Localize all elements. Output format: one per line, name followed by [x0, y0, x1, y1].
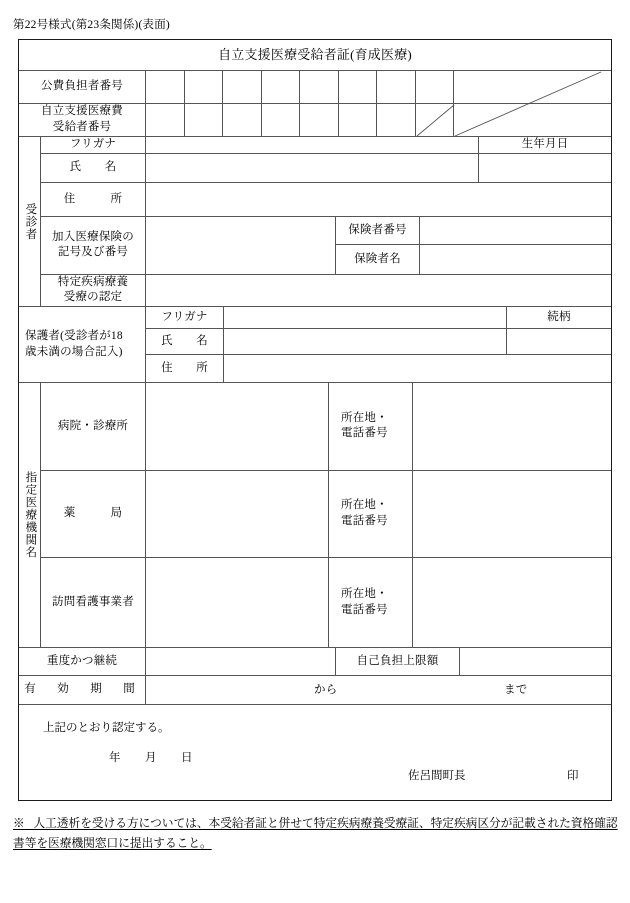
copay-cap-value[interactable] — [460, 648, 611, 675]
institution-type-label: 病院・診療所 — [41, 383, 146, 470]
certification-date-line[interactable]: 年 月 日 — [109, 752, 193, 764]
certificate-table — [18, 39, 612, 801]
recipient-number-label-line1: 自立支援医療費 — [41, 105, 123, 118]
patient-name-label: 氏 名 — [41, 154, 146, 183]
number-box[interactable] — [416, 71, 455, 103]
institution-location-label-line2: 電話番号 — [341, 427, 388, 440]
recipient-number-label — [19, 104, 146, 136]
patient-address-label: 住 所 — [41, 183, 146, 216]
document-title-row — [19, 40, 611, 71]
institution-type-label: 訪問看護事業者 — [41, 558, 146, 647]
number-box[interactable] — [300, 104, 339, 136]
guardian-address-row — [146, 355, 611, 382]
patient-furigana-label: フリガナ — [41, 137, 146, 153]
guardian-furigana-label: フリガナ — [146, 307, 224, 328]
validity-period-row — [19, 676, 611, 705]
guardian-section — [19, 307, 611, 383]
institution-location-label — [329, 471, 413, 558]
number-box[interactable] — [185, 104, 224, 136]
patient-insurance-value[interactable] — [146, 217, 336, 274]
number-box[interactable] — [377, 104, 416, 136]
institution-location-value[interactable] — [413, 471, 611, 558]
guardian-furigana-row — [146, 307, 611, 329]
patient-address-value[interactable] — [146, 183, 611, 216]
guardian-name-row — [146, 329, 611, 356]
patient-section-label: 受診者 — [19, 137, 41, 306]
recipient-number-row — [19, 104, 611, 137]
specific-disease-label-line1: 特定疾病療養 — [57, 275, 129, 288]
insurer-number-value[interactable] — [420, 217, 611, 245]
patient-address-row — [41, 183, 611, 217]
patient-name-row — [41, 154, 611, 184]
number-box[interactable] — [223, 71, 262, 103]
certification-issuer: 佐呂間町長 — [408, 770, 466, 782]
footnote — [13, 814, 621, 855]
insurer-name-value[interactable] — [420, 245, 611, 273]
form-number-caption: 第22号様式(第23条関係)(表面) — [13, 19, 170, 31]
number-box[interactable] — [377, 71, 416, 103]
specific-disease-value[interactable] — [146, 275, 611, 306]
guardian-name-label: 氏 名 — [146, 329, 224, 355]
institution-name-value[interactable] — [146, 558, 329, 647]
institution-location-label-line2: 電話番号 — [341, 515, 388, 527]
number-box[interactable] — [185, 71, 224, 103]
institution-location-value[interactable] — [413, 383, 611, 470]
validity-period-value[interactable] — [146, 676, 611, 704]
institution-location-label-line1: 所在地・ — [341, 499, 388, 512]
institution-name-value[interactable] — [146, 471, 329, 558]
public-expense-number-label: 公費負担者番号 — [19, 71, 146, 103]
severe-continuous-row — [19, 648, 611, 676]
document-title: 自立支援医療受給者証(育成医療) — [218, 47, 412, 63]
guardian-relation-value[interactable] — [507, 329, 611, 355]
insurer-name-row — [336, 245, 611, 273]
guardian-section-label-line2: 歳未満の場合記入) — [25, 345, 123, 358]
specific-disease-label-line2: 受療の認定 — [63, 291, 123, 304]
number-box[interactable] — [223, 104, 262, 136]
validity-period-label: 有 効 期 間 — [19, 676, 146, 704]
number-box[interactable] — [300, 71, 339, 103]
institution-row — [41, 558, 611, 647]
patient-insurance-row — [41, 217, 611, 275]
institution-location-label-line1: 所在地・ — [341, 411, 388, 424]
severe-continuous-label: 重度かつ継続 — [19, 648, 146, 675]
recipient-number-blank — [454, 104, 611, 136]
insurer-name-label: 保険者名 — [336, 245, 420, 273]
recipient-number-boxes — [146, 104, 454, 136]
institution-location-label — [329, 558, 413, 647]
insurer-number-label: 保険者番号 — [336, 217, 420, 245]
validity-from-label: から — [314, 684, 338, 696]
guardian-relation-label: 続柄 — [547, 310, 571, 323]
severe-continuous-value[interactable] — [146, 648, 336, 675]
institution-location-label-line1: 所在地・ — [341, 588, 388, 601]
footnote-text: 人工透析を受ける方については、本受給者証と併せて特定疾病療養受療証、特定疾病区分が記載された資格確認書等を医療機関窓口に提出すること。 — [13, 817, 618, 851]
institution-type-label: 薬 局 — [41, 471, 146, 558]
institution-row — [41, 383, 611, 471]
recipient-number-label-line2: 受給者番号 — [52, 121, 112, 133]
institution-location-label-line2: 電話番号 — [341, 603, 388, 616]
patient-furigana-row — [41, 137, 611, 154]
institution-name-value[interactable] — [146, 383, 329, 470]
copay-cap-label: 自己負担上限額 — [336, 648, 460, 675]
guardian-section-label-line1: 保護者(受診者が18 — [25, 329, 123, 342]
patient-birthdate-value[interactable] — [479, 154, 611, 183]
guardian-address-value[interactable] — [224, 355, 611, 382]
certification-statement: 上記のとおり認定する。 — [43, 722, 170, 734]
patient-birthdate-label: 生年月日 — [521, 138, 569, 150]
number-box[interactable] — [262, 104, 301, 136]
small-diagonal-strike-icon — [416, 104, 455, 137]
guardian-section-label — [19, 307, 146, 382]
patient-insurance-label — [41, 217, 146, 274]
institution-location-value[interactable] — [413, 558, 611, 647]
guardian-address-label: 住 所 — [146, 355, 224, 382]
insurer-number-row — [336, 217, 611, 246]
institution-location-label — [329, 383, 413, 470]
number-box[interactable] — [416, 104, 455, 136]
guardian-name-value[interactable] — [224, 329, 507, 355]
number-box[interactable] — [339, 104, 378, 136]
patient-insurance-label-line1: 加入医療保険の — [52, 230, 134, 243]
seal-mark-icon: 印 — [567, 770, 579, 782]
specific-disease-label — [41, 275, 146, 306]
number-box[interactable] — [146, 71, 185, 103]
public-expense-number-boxes — [146, 71, 454, 103]
number-box[interactable] — [262, 71, 301, 103]
number-box[interactable] — [146, 104, 185, 136]
patient-furigana-value[interactable] — [146, 137, 479, 153]
certification-block — [19, 705, 611, 797]
validity-to-label: まで — [504, 684, 528, 696]
institution-row — [41, 471, 611, 559]
large-diagonal-strike-icon — [454, 71, 602, 137]
patient-insurance-label-line2: 記号及び番号 — [57, 246, 129, 259]
number-box[interactable] — [339, 71, 378, 103]
specific-disease-row — [41, 275, 611, 306]
guardian-furigana-value[interactable] — [224, 307, 507, 328]
patient-name-value[interactable] — [146, 154, 479, 183]
patient-section — [19, 137, 611, 307]
footnote-marker: ※ — [13, 817, 25, 830]
institution-section-label: 指定医療機関名 — [19, 383, 41, 647]
institution-section — [19, 383, 611, 648]
